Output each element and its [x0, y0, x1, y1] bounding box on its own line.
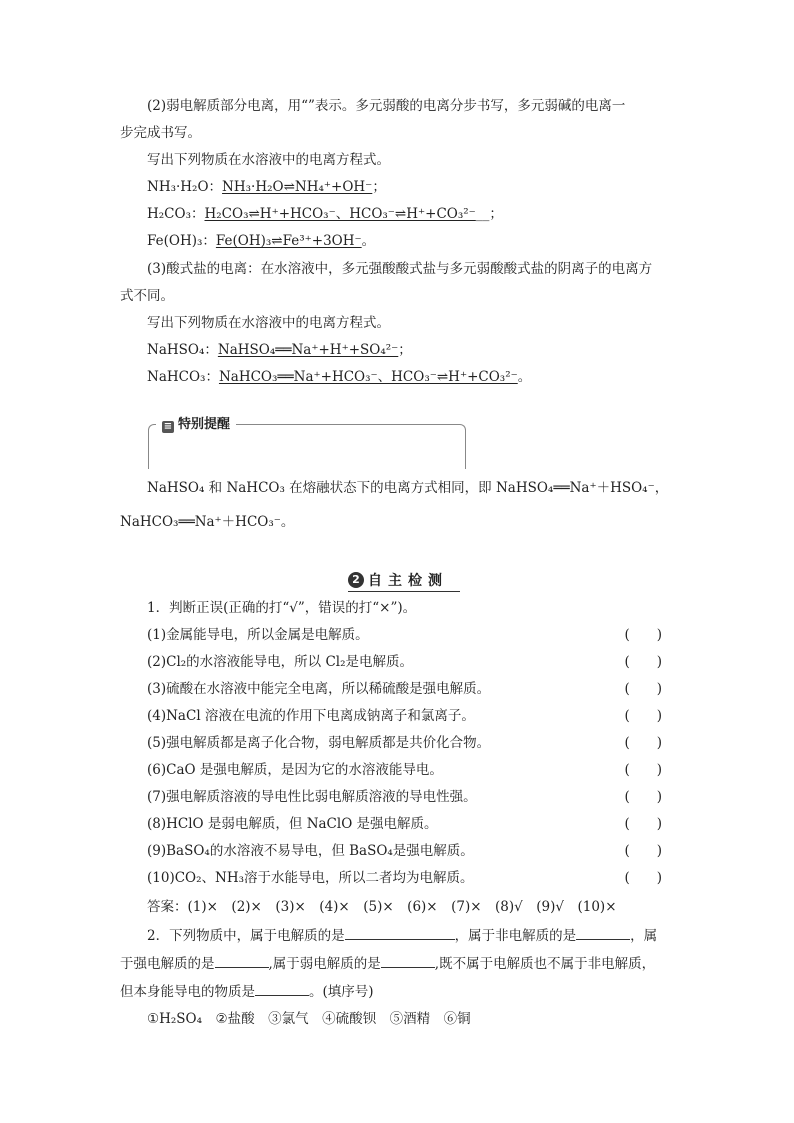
note-icon: ≡ [163, 421, 173, 432]
answer-nahso4: NaHSO₄══Na⁺+H⁺+SO₄²⁻ [217, 342, 399, 358]
q2-options: ①H₂SO₄ ②盐酸 ③氯气 ④硫酸钡 ⑤酒精 ⑥铜 [147, 1011, 471, 1027]
q1-item: (10)CO₂、NH₃溶于水能导电，所以二者均为电解质。 ( ) [147, 870, 662, 886]
equation-nahso4: NaHSO₄：NaHSO₄══Na⁺+H⁺+SO₄²⁻； [147, 342, 412, 358]
answer-nh3h2o: NH₃·H₂O⇌NH₄⁺+OH⁻ [222, 179, 373, 195]
equation-h2co3: H₂CO₃：H₂CO₃⇌H⁺+HCO₃⁻、HCO₃⁻⇌H⁺+CO₃²⁻__； [147, 206, 503, 222]
q1-answer: 答案：(1)× (2)× (3)× (4)× (5)× (6)× (7)× (8)√ (9)√ (10)× [147, 899, 617, 915]
q2-line3: 但本身能导电的物质是 。(填序号) [120, 981, 374, 1002]
answer-paren: ( ) [624, 708, 662, 724]
answer-paren: ( ) [624, 735, 662, 751]
special-note-line2: NaHCO₃══Na⁺＋HCO₃⁻。 [120, 514, 295, 530]
answer-paren: ( ) [624, 843, 662, 859]
q1-item: (1)金属能导电，所以金属是电解质。 ( ) [147, 627, 662, 643]
instruction-2: 写出下列物质在水溶液中的电离方程式。 [147, 315, 390, 331]
answer-feoh3: Fe(OH)₃⇌Fe³⁺+3OH⁻ [215, 233, 362, 249]
answer-paren: ( ) [624, 789, 662, 805]
q1-item: (5)强电解质都是离子化合物，弱电解质都是共价化合物。 ( ) [147, 735, 662, 751]
answer-paren: ( ) [624, 627, 662, 643]
equation-nh3h2o: NH₃·H₂O：NH₃·H₂O⇌NH₄⁺+OH⁻； [147, 179, 386, 195]
q1-item: (3)硫酸在水溶液中能完全电离，所以稀硫酸是强电解质。 ( ) [147, 681, 662, 697]
blank-conductive-substance[interactable] [255, 981, 309, 996]
special-note-title: ≡ 特别提醒 [156, 416, 236, 434]
special-note-line1: NaHSO₄ 和 NaHCO₃ 在熔融状态下的电离方式相同，即 NaHSO₄══Na⁺＋HSO₄⁻， [147, 480, 669, 496]
q2-line2: 于强电解质的是 ,属于弱电解质的是 ,既不属于电解质也不属于非电解质， [120, 953, 655, 974]
weak-electrolyte-para-line1: (2)弱电解质部分电离，用“”表示。多元弱酸的电离分步书写，多元弱碱的电离一 [147, 98, 626, 114]
section-title: 自主检测 [368, 573, 448, 589]
equation-nahco3: NaHCO₃：NaHCO₃══Na⁺+HCO₃⁻、HCO₃⁻⇌H⁺+CO₃²⁻。 [147, 369, 532, 385]
blank-strong-electrolyte[interactable] [215, 953, 269, 968]
section-underline [348, 591, 460, 592]
blank-non-electrolyte[interactable] [576, 925, 630, 940]
answer-h2co3: H₂CO₃⇌H⁺+HCO₃⁻、HCO₃⁻⇌H⁺+CO₃²⁻ [204, 206, 476, 222]
q1-stem: 1．判断正误(正确的打“√”，错误的打“×”)。 [147, 600, 417, 616]
answer-paren: ( ) [624, 762, 662, 778]
answer-nahco3: NaHCO₃══Na⁺+HCO₃⁻、HCO₃⁻⇌H⁺+CO₃²⁻ [218, 369, 518, 385]
answer-paren: ( ) [624, 654, 662, 670]
section-number-icon: 2 [348, 572, 364, 588]
q1-item: (6)CaO 是强电解质，是因为它的水溶液能导电。 ( ) [147, 762, 662, 778]
answer-paren: ( ) [624, 816, 662, 832]
acid-salt-para-line2: 式不同。 [120, 288, 174, 304]
section-header [348, 570, 448, 590]
q1-item: (4)NaCl 溶液在电流的作用下电离成钠离子和氯离子。 ( ) [147, 708, 662, 724]
q1-item: (2)Cl₂的水溶液能导电，所以 Cl₂是电解质。 ( ) [147, 654, 662, 670]
q1-item: (9)BaSO₄的水溶液不易导电，但 BaSO₄是强电解质。 ( ) [147, 843, 662, 859]
equation-feoh3: Fe(OH)₃：Fe(OH)₃⇌Fe³⁺+3OH⁻。 [147, 233, 376, 249]
answer-paren: ( ) [624, 681, 662, 697]
answer-paren: ( ) [624, 870, 662, 886]
q2-line1: 2．下列物质中，属于电解质的是 ，属于非电解质的是 ，属 [147, 925, 657, 946]
blank-weak-electrolyte[interactable] [381, 953, 435, 968]
q1-item: (8)HClO 是弱电解质，但 NaClO 是强电解质。 ( ) [147, 816, 662, 832]
instruction-1: 写出下列物质在水溶液中的电离方程式。 [147, 152, 390, 168]
weak-electrolyte-para-line2: 步完成书写。 [120, 125, 201, 141]
q1-item: (7)强电解质溶液的导电性比弱电解质溶液的导电性强。 ( ) [147, 789, 662, 805]
blank-electrolyte[interactable] [345, 925, 455, 940]
acid-salt-para-line1: (3)酸式盐的电离：在水溶液中，多元强酸酸式盐与多元弱酸酸式盐的阴离子的电离方 [147, 261, 653, 277]
